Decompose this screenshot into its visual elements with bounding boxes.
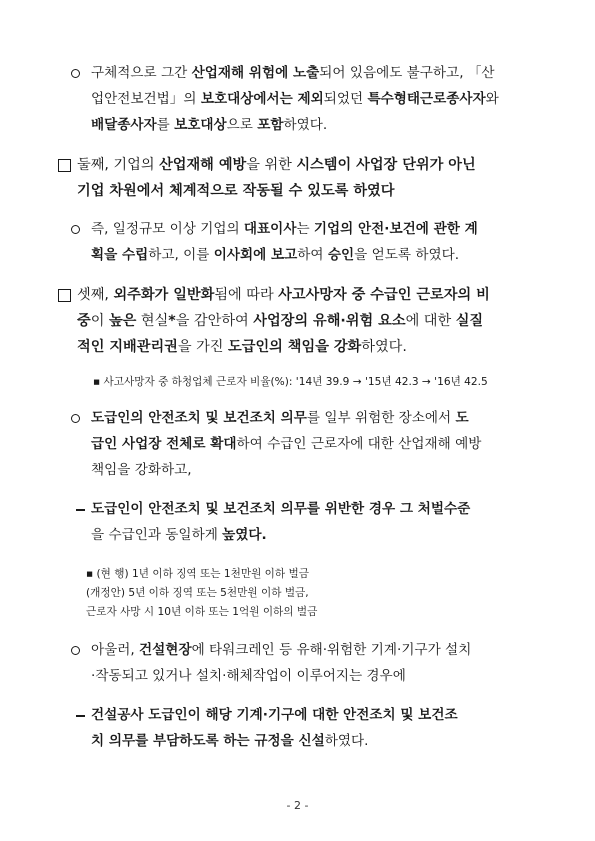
bold-text: 도급인이 안전조치 및 보건조치 의무를 위반한 경우 그 처벌수준 [91,501,471,517]
bold-text: 건설현장 [139,642,192,658]
text: ▪ 사고사망자 중 하청업체 근로자 비율(%): '14년 39.9 → '15년 42.3 → '16년 42.5 [93,376,488,388]
text-line [91,405,481,431]
text: 이 [90,313,109,329]
text-line [91,86,499,112]
bold-text: 기업 차원에서 체계적으로 작동될 수 있도록 하였다 [77,183,395,199]
text: 을 가진 [177,339,229,355]
text: ▪ (현 행) 1년 이하 징역 또는 1천만원 이하 벌금 [86,568,309,580]
text-line [91,702,458,728]
paragraph-6 [91,405,481,483]
text: (개정안) 5년 이하 징역 또는 5천만원 이하 벌금, [86,587,309,599]
dash-bullet-icon [76,509,85,511]
bold-text: 이사회에 보고 [213,247,298,263]
bold-text: 급인 사업장 전체로 확대 [91,436,237,452]
text-line [91,216,478,242]
bold-text: 도급인의 안전조치 및 보건조치 의무 [91,410,307,426]
text: 하였다. [361,339,407,355]
text: 를 [156,117,175,133]
paragraph-5 [93,373,488,392]
bold-text: 치 의무를 부담하도록 하는 규정을 신설 [91,733,325,749]
text-line [77,334,490,360]
text: 업안전보건법」의 [91,91,201,107]
bold-text: 특수형태근로종사자 [367,91,486,107]
bold-text: 산업재해 위험에 노출 [191,65,320,81]
paragraph-8 [86,565,317,622]
text-line [91,60,499,86]
bold-text: 대표이사 [243,221,297,237]
bold-text: 포함 [257,117,284,133]
text: 근로자 사망 시 10년 이하 또는 1억원 이하의 벌금 [86,606,318,618]
paragraph-3 [91,216,478,268]
text: 책임을 강화하고, [91,462,192,478]
text: 을 감안하여 [175,313,254,329]
paragraph-2 [77,152,476,204]
text-line [86,603,317,622]
text: 를 일부 위험한 장소에서 [306,410,456,426]
bold-text: 높은 [108,313,137,329]
text: 하여 [297,247,328,263]
text: 에 타워크레인 등 유해·위험한 기계·기구가 설치 [191,642,472,658]
text: 즉, 일정규모 이상 기업의 [91,221,244,237]
paragraph-9 [91,637,471,689]
text: ·작동되고 있거나 설치·해체작업이 이루어지는 경우에 [91,668,406,684]
text-line [77,308,490,334]
bold-text: 승인 [327,247,355,263]
text: 구체적으로 그간 [91,65,192,81]
text: 는 [296,221,314,237]
bold-text: 적인 지배관리권 [77,339,178,355]
circle-bullet-icon [71,646,80,655]
bold-text: 실질 [455,313,484,329]
bold-text: 보호대상 [174,117,227,133]
bold-text: 건설공사 도급인이 해당 기계·기구에 대한 안전조치 및 보건조 [91,707,458,723]
bold-text: 산업재해 예방 [159,157,247,173]
text-line [91,522,470,548]
bold-text: 보호대상에서는 제외 [200,91,324,107]
text: 에 대한 [405,313,456,329]
bold-text: 중 [77,313,91,329]
text: 셋째, [77,287,114,303]
bold-text: 외주화가 일반화 [113,287,215,303]
paragraph-1 [91,60,499,138]
bold-text: * [168,313,176,329]
text-line [93,373,488,392]
circle-bullet-icon [71,414,80,423]
text-line [86,565,317,584]
bold-text: 사업장의 유해·위험 요소 [253,313,406,329]
text: 을 얻도록 하였다. [354,247,460,263]
text: 둘째, 기업의 [77,157,160,173]
text: 아울러, [91,642,140,658]
text: 하였다. [283,117,328,133]
text-line [91,242,478,268]
text-line [91,728,458,754]
square-bullet-icon [58,159,71,172]
paragraph-10 [91,702,458,754]
text: 현실 [136,313,169,329]
text-line [91,457,481,483]
paragraph-4 [77,282,490,360]
square-bullet-icon [58,289,71,302]
circle-bullet-icon [71,225,80,234]
text: 와 [485,91,499,107]
text-line [91,637,471,663]
text-line [91,496,470,522]
text-line [77,152,476,178]
text: 하고, 이를 [148,247,214,263]
page-number: - 2 - [286,799,309,812]
text-line [86,584,317,603]
bold-text: 획을 수립 [91,247,149,263]
text-line [77,178,476,204]
text: 하였다. [324,733,369,749]
bold-text: 도급인의 책임을 강화 [228,339,362,355]
text-line [91,112,499,138]
text-line [91,431,481,457]
circle-bullet-icon [71,69,80,78]
text: 하여 수급인 근로자에 대한 산업재해 예방 [236,436,482,452]
bold-text: 도 [455,410,469,426]
text: 을 위한 [246,157,297,173]
text: 으로 [226,117,258,133]
text: 을 수급인과 동일하게 [91,527,223,543]
text: 되어 있음에도 불구하고, 「산 [319,65,495,81]
paragraph-7 [91,496,470,548]
text: 됨에 따라 [214,287,279,303]
text-line [77,282,490,308]
bold-text: 사고사망자 중 수급인 근로자의 비 [278,287,490,303]
text-line [91,663,471,689]
bold-text: 기업의 안전·보건에 관한 계 [313,221,478,237]
bold-text: 시스템이 사업장 단위가 아닌 [296,157,476,173]
dash-bullet-icon [76,715,85,717]
text: 되었던 [323,91,368,107]
bold-text: 배달종사자 [91,117,157,133]
bold-text: 높였다. [222,527,267,543]
